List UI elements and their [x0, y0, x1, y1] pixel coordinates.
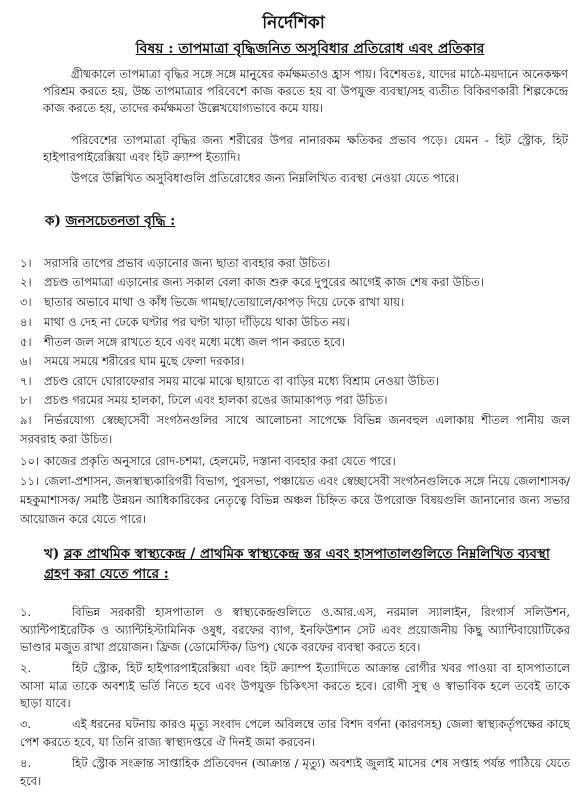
section-b-label: খ): [44, 546, 60, 562]
item-text: সরাসরি তাপের প্রভাব এড়ানোর জন্য ছাতা ব্যবহার করা উচিত।: [44, 256, 331, 270]
section-a-title: জনসচেতনতা বৃদ্ধি :: [65, 213, 176, 229]
item-text: হিট স্ট্রোক, হিট হাইপারপাইরেক্সিয়া এবং হিট ক্র্যাম্প ইত্যাদিতে আক্রান্ত রোগীর খবর পাওয়া বা হাসপাতালে আসা মাত্র তাকে অবশ্যই ভর্তি নিতে হবে এবং উপযুক্ত চিকিৎসা করতে হবে। রোগী সুস্থ ও স্বাভাবিক হলে তবেই তাকে ছাড়া যাবে।: [20, 661, 570, 710]
item-text: ছাতার অভাবে মাথা ও কাঁধ ভিজে গামছা/তোয়ালে/কাপড় দিয়ে ঢেকে রাখা যায়।: [44, 295, 405, 309]
item-text: নির্ভরযোগ্য স্বেচ্ছাসেবী সংগঠনগুলির সাথে আলোচনা সাপেক্ষে বিভিন্ন জনবহুল এলাকায় শীতল পানীয় জল সরবরাহ করা উচিত।: [20, 413, 570, 446]
item-number: ৫।: [20, 335, 32, 349]
item-number: ৯।: [20, 413, 32, 427]
list-item: [20, 391, 570, 410]
list-item: [20, 604, 570, 657]
list-item: [20, 411, 570, 449]
item-text: শীতল জল সঙ্গে রাখতে হবে এবং মধ্যে মধ্যে জল পান করতে হবে।: [44, 335, 346, 349]
section-a-heading: [45, 210, 175, 233]
list-item: [20, 716, 570, 751]
item-number: ৩।: [20, 295, 32, 309]
item-number: ৮।: [20, 393, 32, 407]
item-number: ৬।: [20, 354, 32, 368]
item-number: ৪।: [20, 315, 32, 329]
item-number: ১।: [20, 256, 32, 270]
section-a-label: ক): [45, 213, 61, 229]
intro-paragraph-3: উপরে উল্লিখিত অসুবিধাগুলি প্রতিরোধের জন্য নিম্নলিখিত ব্যবস্থা নেওয়া যেতে পারে।: [71, 171, 460, 185]
item-number: ৪.: [20, 756, 32, 770]
item-text: কাজের প্রকৃতি অনুসারে রোদ-চশমা, হেলমেট, দস্তানা ব্যবহার করা যেতে পারে।: [44, 454, 396, 468]
list-item: [20, 352, 570, 371]
doc-title: নির্দেশিকা: [262, 13, 325, 33]
section-b-heading: [44, 544, 569, 584]
list-item: [20, 372, 570, 391]
item-text: এই ধরনের ঘটনায় কারও মৃত্যু সংবাদ পেলে অবিলম্বে তার বিশদ বর্ণনা (কারণসহ) জেলা স্বাস্থ্যকর্তৃপক্ষের কাছে পেশ করতে হবে, যা তিনি রাজ্য স্বাস্থ্যদপ্তরে ঐ দিনই জমা করবেন।: [20, 717, 570, 749]
item-text: প্রচণ্ড রোদে ঘোরাফেরার সময় মাঝে মাঝে ছায়াতে বা বাড়ির মধ্যে বিশ্রাম নেওয়া উচিত।: [44, 374, 439, 388]
list-item: [20, 660, 570, 713]
item-text: মাথা ও দেহ না ঢেকে ঘণ্টার পর ঘণ্টা খাড়া দাঁড়িয়ে থাকা উচিত নয়।: [44, 315, 350, 329]
list-item: [20, 273, 570, 292]
item-number: ১১।: [20, 474, 40, 488]
list-item: [20, 452, 570, 471]
item-text: হিট স্ট্রোক সংক্রান্ত সাপ্তাহিক প্রতিবেদন (আক্রান্ত / মৃত্যু) অবশ্যই জুলাই মাসের শেষ সপ্তাহ পর্যন্ত পাঠিয়ে যেতে হবে।: [20, 756, 570, 788]
list-item: [20, 313, 570, 332]
item-number: ১০।: [20, 454, 40, 468]
list-item: [20, 293, 570, 312]
item-text: প্রচণ্ড তাপমাত্রা এড়ানোর জন্য সকাল বেলা কাজ শুরু করে দুপুরের আগেই কাজ শেষ করা উচিত।: [44, 275, 484, 289]
item-text: সময়ে সময়ে শরীরের ঘাম মুছে ফেলা দরকার।: [44, 354, 245, 368]
item-number: ১.: [20, 605, 32, 619]
item-text: প্রচণ্ড গরমের সময় হালকা, ঢিলে এবং হালকা রঙের জামাকাপড় পরা উচিত।: [44, 393, 388, 407]
intro-paragraph-2: পরিবেশের তাপমাত্রা বৃদ্ধির জন্য শরীরের উপর নানারকম ক্ষতিকর প্রভাব পড়ে। যেমন - হিট স্ট্রোক, হিট হাইপারপাইরেক্সিয়া এবং হিট ক্র্যাম্প ইত্যাদি।: [43, 133, 568, 164]
list-item: [20, 755, 570, 790]
list-item: [20, 472, 570, 529]
intro-paragraph-1: গ্রীষ্মকালে তাপমাত্রা বৃদ্ধির সঙ্গে সঙ্গে মানুষের কর্মক্ষমতাও হ্রাস পায়। বিশেষতঃ, যাদের মাঠে-ময়দানে অনেকক্ষণ পরিশ্রম করতে হয়, উচ্চ তাপমাত্রার পরিবেশে কাজ করতে হয় বা উপযুক্ত ব্যবস্থা/সহ ব্যতীত বিকিরণকারী শিল্পকেন্দ্রে কাজ করতে হয়, তাদের কর্মক্ষমতা উল্লেখযোগ্যভাবে কমে যায়।: [43, 67, 568, 115]
doc-subject: বিষয় : তাপমাত্রা বৃদ্ধিজনিত অসুবিধার প্রতিরোধ এবং প্রতিকার: [135, 41, 485, 57]
item-text: বিভিন্ন সরকারী হাসপাতাল ও স্বাস্থ্যকেন্দ্রগুলিতে ও.আর.এস, নরমাল স্যালাইন, রিংগার্স সলিউশন, অ্যান্টিপাইরেটিক ও অ্যান্টিহিস্টামিনিক ওষুধ, বরফের ব্যাগ, ইনফিউশান সেট এবং প্রয়োজনীয় কিছু অ্যান্টিবায়োটিকের ভাণ্ডার মজুত রাখা প্রয়োজন। ফ্রিজ (ডোমেস্টিক/ ডিপ) থেকে বরফের ব্যবস্থা করতে হবে।: [20, 605, 570, 654]
list-item: [20, 333, 570, 352]
item-number: ২.: [20, 661, 32, 675]
item-number: ২।: [20, 275, 32, 289]
item-number: ৩.: [20, 717, 32, 731]
section-b-title: ব্লক প্রাথমিক স্বাস্থ্যকেন্দ্র / প্রাথমিক স্বাস্থ্যকেন্দ্র স্তর এবং হাসপাতালগুলিতে নিম্নলিখিত ব্যবস্থা গ্রহণ করা যেতে পারে :: [44, 546, 550, 582]
item-number: ৭।: [20, 374, 32, 388]
list-item: [20, 254, 570, 273]
item-text: জেলা-প্রশাসন, জনস্বাস্থ্যকারিগরী বিভাগ, পুরসভা, পঞ্চায়েত এবং স্বেচ্ছাসেবী সংগঠনগুলিকে সঙ্গে নিয়ে জেলাশাসক/ মহকুমাশাসক/ সমষ্টি উন্নয়ন আধিকারিকের নেতৃত্বে বিভিন্ন অঞ্চল চিহ্নিত করে উপরোক্ত বিষয়গুলি জানানোর জন্য সভার আয়োজন করে যেতে পারে।: [20, 474, 570, 526]
